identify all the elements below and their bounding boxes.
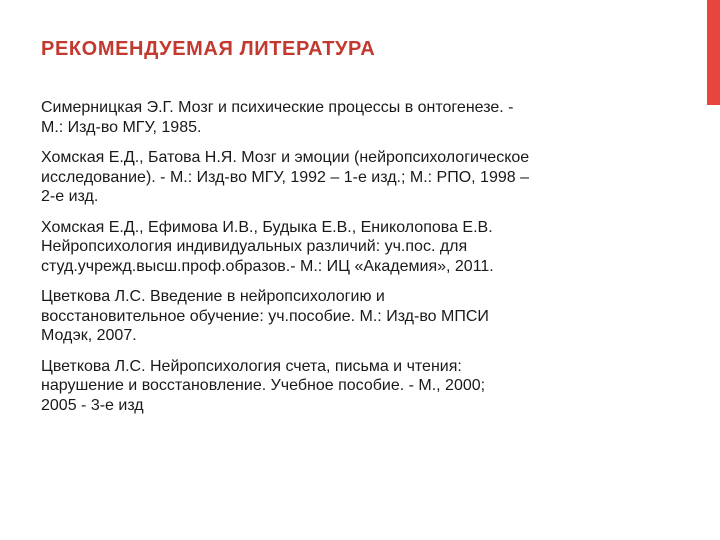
reference-line: Симерницкая Э.Г. Мозг и психические процессы в онтогенезе. -	[41, 99, 514, 116]
reference-item	[41, 98, 641, 137]
reference-item	[41, 218, 641, 277]
reference-line: М.: Изд-во МГУ, 1985.	[41, 118, 202, 136]
reference-line: студ.учрежд.высш.проф.образов.- М.: ИЦ «Академия», 2011.	[41, 257, 494, 275]
reference-line: Нейропсихология индивидуальных различий: уч.пос. для	[41, 238, 468, 255]
reference-line: Хомская Е.Д., Ефимова И.В., Будыка Е.В., Ениколопова Е.В.	[41, 218, 493, 236]
reference-item	[41, 148, 641, 207]
reference-line: Цветкова Л.С. Введение в нейропсихологию и	[41, 288, 385, 305]
reference-line: восстановительное обучение: уч.пособие. М.: Изд-во МПСИ	[41, 307, 489, 325]
reference-item	[41, 287, 641, 346]
accent-bar	[707, 0, 720, 105]
reference-list	[41, 98, 641, 426]
reference-line: нарушение и восстановление. Учебное пособие. - М., 2000;	[41, 377, 486, 394]
reference-line: Модэк, 2007.	[41, 327, 137, 344]
reference-line: 2-е изд.	[41, 188, 99, 205]
slide-title: РЕКОМЕНДУЕМАЯ ЛИТЕРАТУРА	[41, 38, 376, 60]
reference-line: Цветкова Л.С. Нейропсихология счета, письма и чтения:	[41, 357, 462, 375]
reference-line: 2005 - 3-е изд	[41, 396, 144, 414]
reference-line: Хомская Е.Д., Батова Н.Я. Мозг и эмоции (нейропсихологическое	[41, 149, 530, 166]
reference-item	[41, 357, 641, 416]
reference-line: исследование). - М.: Изд-во МГУ, 1992 – 1-е изд.; М.: РПО, 1998 –	[41, 168, 529, 186]
